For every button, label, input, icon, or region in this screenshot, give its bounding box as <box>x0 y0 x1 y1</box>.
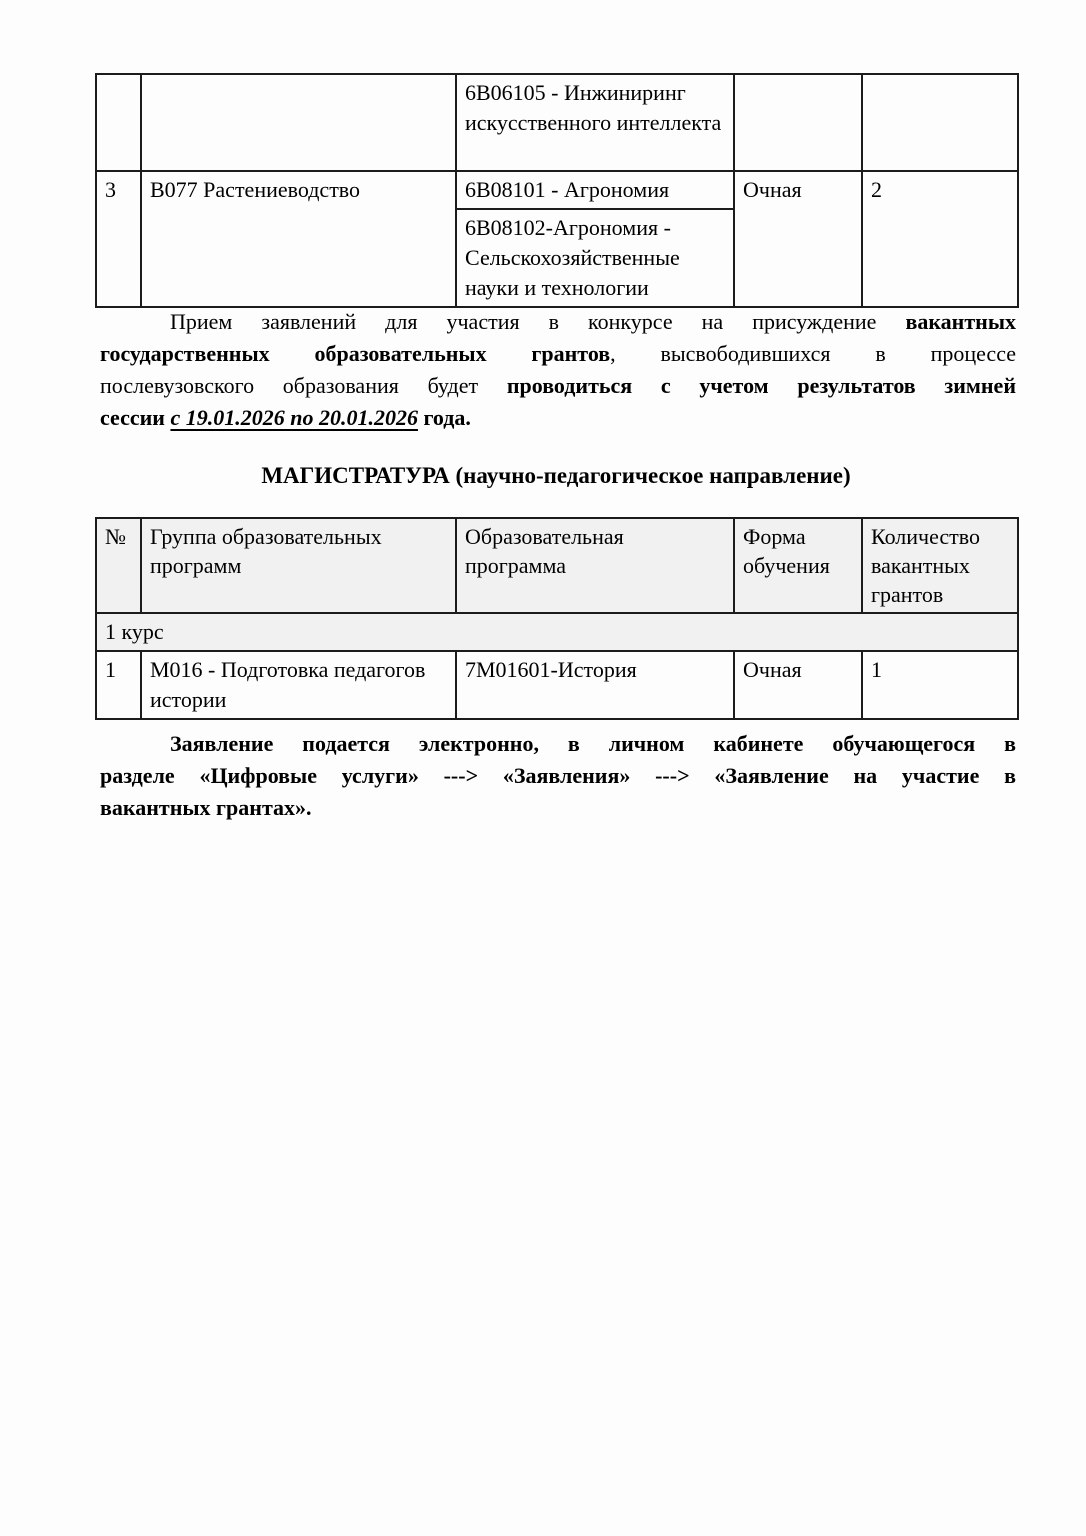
text-run: вакантных <box>905 309 1016 334</box>
cell-program-carryover: 6В06105 - Инжиниринг искусственного интеллекта <box>456 74 734 171</box>
cell-row-number: 3 <box>96 171 141 307</box>
cell-course-label: 1 курс <box>96 613 1018 651</box>
header-program-group: Группа образовательных программ <box>141 518 456 613</box>
text-run: разделе «Цифровые услуги» ---> «Заявления» ---> «Заявление на участие в <box>100 763 1016 788</box>
cell-grant-count: 2 <box>862 171 1018 307</box>
cell-num-empty <box>96 74 141 171</box>
cell-study-form: Очная <box>734 651 862 719</box>
continuation-table <box>95 73 1019 308</box>
cell-program-group: В077 Растениеводство <box>141 171 456 307</box>
text-run: сессии <box>100 405 171 430</box>
table-row-3 <box>96 171 1018 209</box>
text-run: вакантных грантах». <box>100 795 312 820</box>
text-run: с 19.01.2026 по 20.01.2026 <box>170 405 418 430</box>
cell-program-1: 6В08101 - Агрономия <box>456 171 734 209</box>
header-study-form: Форма обучения <box>734 518 862 613</box>
paragraph-line <box>100 760 1016 792</box>
paragraph-grant-admission <box>100 306 1016 434</box>
magistracy-table <box>95 517 1019 720</box>
cell-row-number: 1 <box>96 651 141 719</box>
paragraph-line <box>100 402 1016 434</box>
text-run: послевузовского образования будет <box>100 373 507 398</box>
cell-grant-count: 1 <box>862 651 1018 719</box>
text-run: , высвободившихся в процессе <box>610 341 1016 366</box>
cell-form-empty <box>734 74 862 171</box>
text-run: проводиться с учетом результатов зимней <box>506 373 1017 398</box>
section-heading-magistracy: МАГИСТРАТУРА (научно-педагогическое направление) <box>261 463 851 488</box>
table-row-carryover <box>96 74 1018 171</box>
cell-program-2: 6В08102-Агрономия - Сельскохозяйственные науки и технологии <box>456 209 734 307</box>
paragraph-line <box>100 306 1016 338</box>
paragraph-application-submit <box>100 728 1016 824</box>
text-run: Заявление подается электронно, в личном кабинете обучающегося в <box>170 731 1016 756</box>
header-edu-program: Образовательная программа <box>456 518 734 613</box>
cell-group-empty <box>141 74 456 171</box>
table-header-row <box>96 518 1018 613</box>
text-run: государственных образовательных грантов <box>100 341 611 366</box>
header-num: № <box>96 518 141 613</box>
table-row-1 <box>96 651 1018 719</box>
cell-edu-program: 7М01601-История <box>456 651 734 719</box>
cell-count-empty <box>862 74 1018 171</box>
paragraph-line <box>100 792 1016 824</box>
text-run: Прием заявлений для участия в конкурсе на присуждение <box>170 309 906 334</box>
paragraph-line <box>100 370 1016 402</box>
paragraph-line <box>100 728 1016 760</box>
header-grant-count: Количество вакантных грантов <box>862 518 1018 613</box>
paragraph-line <box>100 338 1016 370</box>
table-course-row <box>96 613 1018 651</box>
text-run: года. <box>417 405 471 430</box>
cell-program-group: М016 - Подготовка педагогов истории <box>141 651 456 719</box>
cell-study-form: Очная <box>734 171 862 307</box>
